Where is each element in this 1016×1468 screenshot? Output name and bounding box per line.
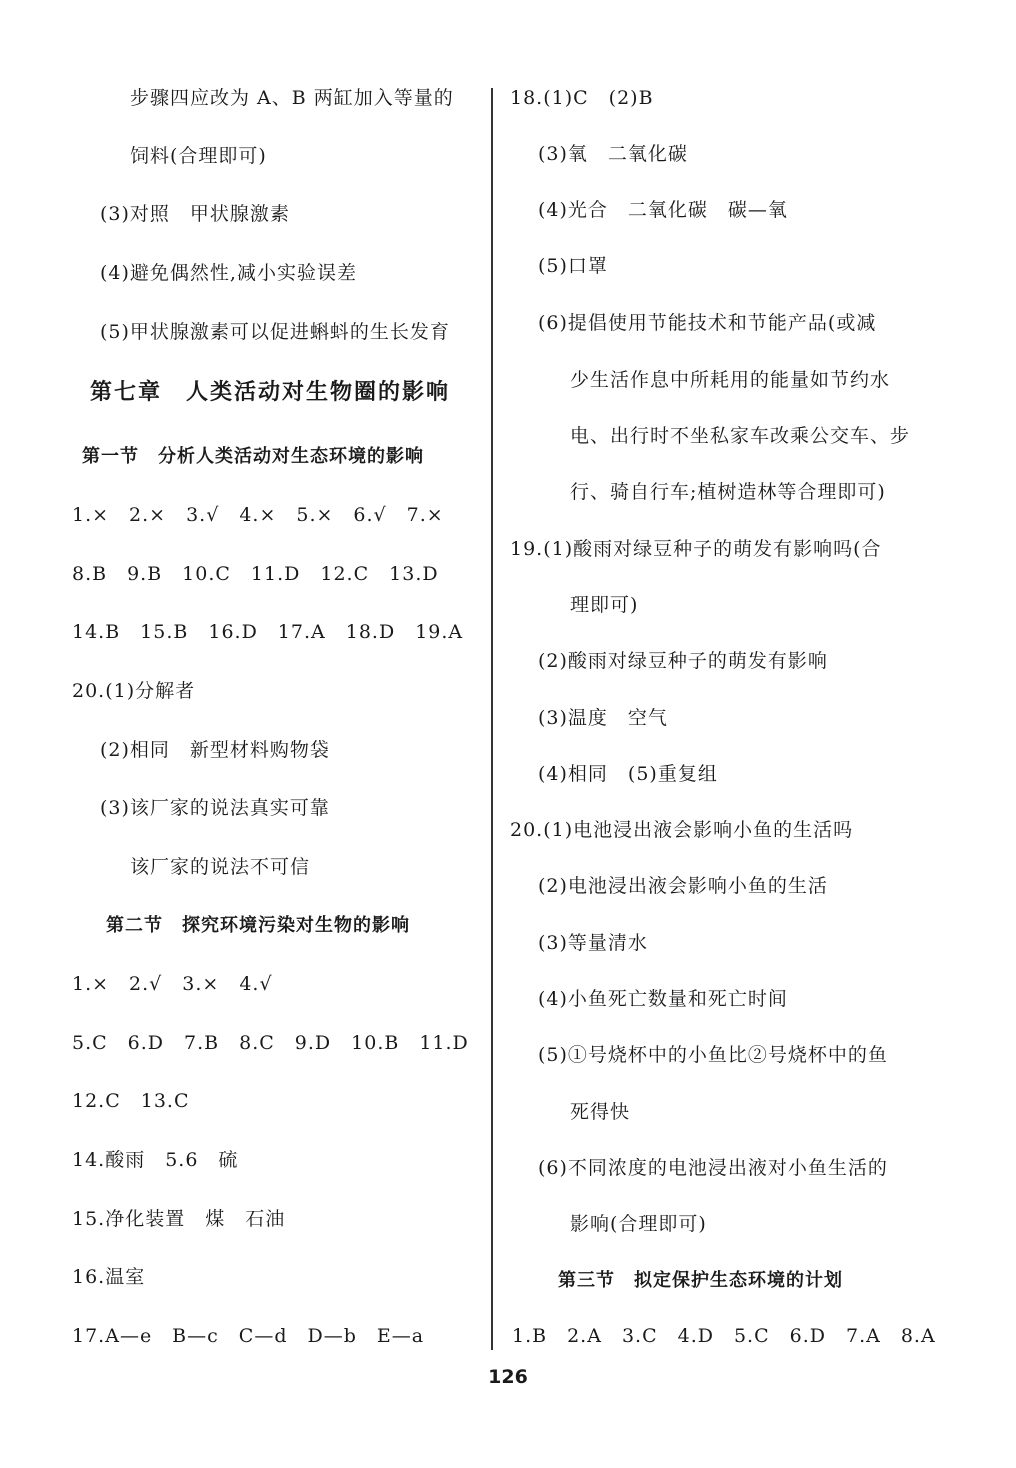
answer-line: (3)等量清水: [538, 932, 648, 954]
answer-line: 19.(1)酸雨对绿豆种子的萌发有影响吗(合: [510, 538, 882, 560]
answer-line: 14.酸雨 5.6 硫: [72, 1149, 239, 1171]
answer-line: 死得快: [570, 1101, 631, 1123]
answer-line: 影响(合理即可): [570, 1213, 707, 1235]
answer-line: 1.× 2.× 3.√ 4.× 5.× 6.√ 7.×: [72, 504, 444, 526]
answer-line: 少生活作息中所耗用的能量如节约水: [570, 369, 891, 391]
page-number: 126: [488, 1366, 528, 1388]
answer-line: 8.B 9.B 10.C 11.D 12.C 13.D: [72, 563, 439, 585]
answer-line: 行、骑自行车;植树造林等合理即可): [570, 481, 886, 503]
section-heading: 第一节 分析人类活动对生态环境的影响: [82, 446, 424, 467]
answer-line: (6)提倡使用节能技术和节能产品(或减: [538, 312, 877, 334]
section-heading: 第二节 探究环境污染对生物的影响: [106, 915, 410, 936]
answer-line: 电、出行时不坐私家车改乘公交车、步: [570, 425, 911, 447]
answer-line: 饲料(合理即可): [130, 145, 267, 167]
answer-line: (3)对照 甲状腺激素: [100, 203, 290, 225]
answer-line: (4)光合 二氧化碳 碳—氧: [538, 199, 788, 221]
answer-line: (2)电池浸出液会影响小鱼的生活: [538, 875, 828, 897]
answer-line: 步骤四应改为 A、B 两缸加入等量的: [130, 87, 454, 109]
answer-line: 12.C 13.C: [72, 1090, 190, 1112]
answer-line: (5)口罩: [538, 255, 608, 277]
answer-line: 15.净化装置 煤 石油: [72, 1208, 286, 1230]
answer-line: (5)①号烧杯中的小鱼比②号烧杯中的鱼: [538, 1044, 888, 1066]
answer-line: 14.B 15.B 16.D 17.A 18.D 19.A: [72, 621, 464, 643]
answer-line: 5.C 6.D 7.B 8.C 9.D 10.B 11.D: [72, 1032, 469, 1054]
answer-line: (2)相同 新型材料购物袋: [100, 739, 330, 761]
answer-line: (5)甲状腺激素可以促进蝌蚪的生长发育: [100, 321, 450, 343]
answer-line: (3)温度 空气: [538, 707, 668, 729]
column-divider: [491, 88, 493, 1350]
answer-line: 17.A—e B—c C—d D—b E—a: [72, 1325, 425, 1347]
answer-line: 16.温室: [72, 1266, 146, 1288]
answer-line: 1.× 2.√ 3.× 4.√: [72, 973, 273, 995]
answer-line: (2)酸雨对绿豆种子的萌发有影响: [538, 650, 828, 672]
answer-line: 该厂家的说法不可信: [130, 856, 311, 878]
answer-line: (6)不同浓度的电池浸出液对小鱼生活的: [538, 1157, 888, 1179]
answer-line: (4)相同 (5)重复组: [538, 763, 718, 785]
answer-line: (3)该厂家的说法真实可靠: [100, 797, 330, 819]
answer-line: (3)氧 二氧化碳: [538, 143, 688, 165]
answer-line: 20.(1)分解者: [72, 680, 196, 702]
section-heading: 第三节 拟定保护生态环境的计划: [558, 1270, 843, 1291]
chapter-heading: 第七章 人类活动对生物圈的影响: [90, 380, 451, 405]
answer-line: 1.B 2.A 3.C 4.D 5.C 6.D 7.A 8.A: [512, 1325, 936, 1347]
answer-line: 理即可): [570, 594, 639, 616]
answer-line: (4)小鱼死亡数量和死亡时间: [538, 988, 788, 1010]
answer-line: 18.(1)C (2)B: [510, 87, 654, 109]
answer-line: (4)避免偶然性,减小实验误差: [100, 262, 357, 284]
answer-line: 20.(1)电池浸出液会影响小鱼的生活吗: [510, 819, 854, 841]
